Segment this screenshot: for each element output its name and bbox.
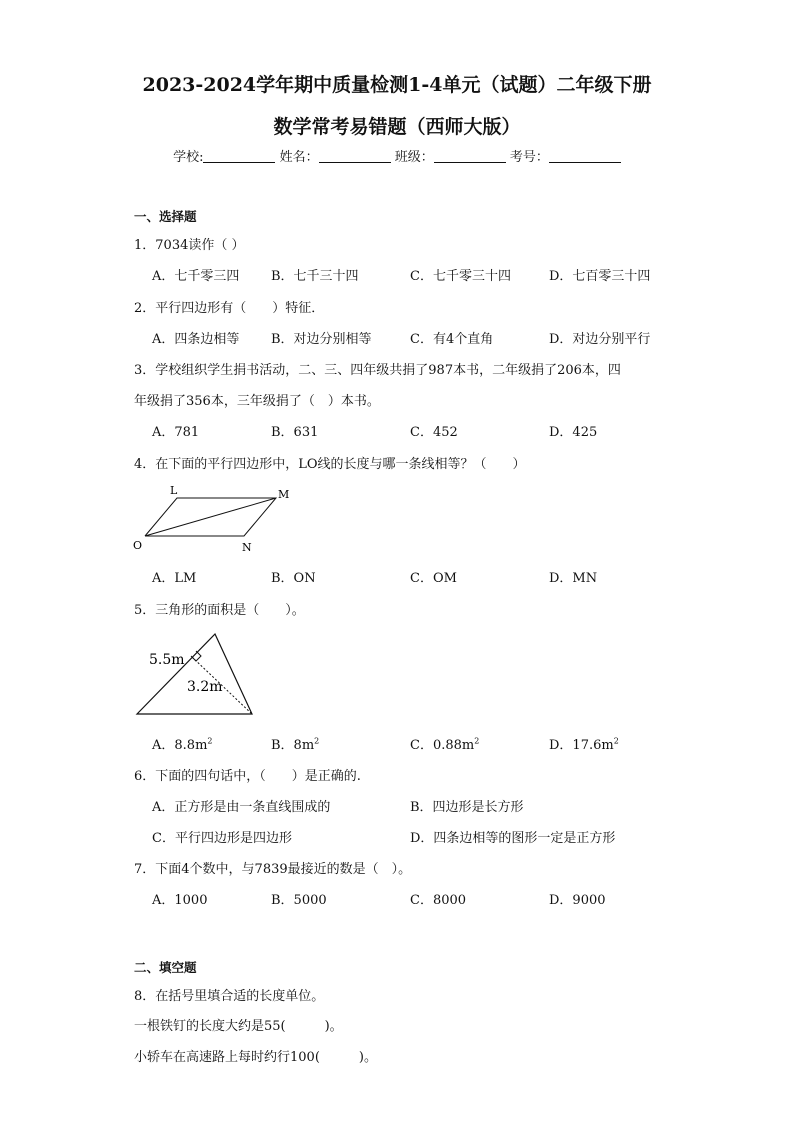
q3-option-b[interactable]: B．631: [271, 425, 319, 440]
triangle-figure: [130, 628, 260, 720]
q1-option-c[interactable]: C．七千零三十四: [410, 269, 511, 284]
label-n: N: [242, 541, 252, 554]
question-7: 7．下面4个数中，与7839最接近的数是（ ）。: [134, 862, 412, 877]
q3-option-a[interactable]: A．781: [152, 425, 200, 440]
name-blank[interactable]: [319, 149, 391, 163]
q5-option-d[interactable]: D．$17.6m^2$: [549, 736, 619, 753]
title-line-1: 2023-2024学年期中质量检测1-4单元（试题）二年级下册: [142, 74, 652, 96]
label-l: L: [170, 484, 178, 497]
section-fill-title: 二、填空题: [134, 960, 197, 975]
q2-option-d[interactable]: D．对边分别平行: [549, 332, 651, 347]
q3-option-d[interactable]: D．425: [549, 425, 598, 440]
q2-option-a[interactable]: A．四条边相等: [152, 332, 240, 347]
side-length-label: 5.5m: [149, 652, 185, 668]
question-1: 1．7034读作（ ）: [134, 238, 245, 253]
height-label: 3.2m: [187, 679, 223, 695]
label-m: M: [278, 488, 290, 501]
q3-option-c[interactable]: C．452: [410, 425, 458, 440]
exam-number-blank[interactable]: [549, 149, 621, 163]
q4-option-d[interactable]: D．MN: [549, 571, 598, 586]
question-2: 2．平行四边形有（ ）特征．: [134, 301, 325, 316]
right-angle-mark: [191, 651, 201, 661]
exam-number-label: 考号：: [509, 150, 549, 165]
name-label: 姓名：: [279, 150, 319, 165]
q6-option-c[interactable]: C．平行四边形是四边形: [152, 831, 292, 846]
question-4: 4．在下面的平行四边形中，LO线的长度与哪一条线相等？（ ）: [134, 457, 526, 472]
q5-option-b[interactable]: B．$8m^2$: [271, 736, 320, 753]
q7-option-a[interactable]: A．1000: [152, 893, 208, 908]
q7-option-b[interactable]: B．5000: [271, 893, 327, 908]
q6-option-a[interactable]: A．正方形是由一条直线围成的: [152, 800, 331, 815]
q1-option-d[interactable]: D．七百零三十四: [549, 269, 651, 284]
q1-option-b[interactable]: B．七千三十四: [271, 269, 359, 284]
question-8-line-1: 一根铁钉的长度大约是55( )。: [134, 1019, 343, 1034]
class-blank[interactable]: [434, 149, 506, 163]
q6-option-d[interactable]: D．四条边相等的图形一定是正方形: [410, 831, 616, 846]
q4-option-b[interactable]: B．ON: [271, 571, 316, 586]
q1-option-a[interactable]: A．七千零三四: [152, 269, 240, 284]
q7-option-c[interactable]: C．8000: [410, 893, 467, 908]
question-5: 5．三角形的面积是（ ）。: [134, 603, 305, 618]
class-label: 班级：: [394, 150, 434, 165]
section-choice-title: 一、选择题: [134, 209, 197, 224]
q2-option-c[interactable]: C．有4个直角: [410, 332, 494, 347]
q7-option-d[interactable]: D．9000: [549, 893, 606, 908]
parallelogram-figure: [130, 482, 300, 558]
q4-option-a[interactable]: A．LM: [152, 571, 197, 586]
q6-option-b[interactable]: B．四边形是长方形: [410, 800, 524, 815]
label-o: O: [133, 539, 143, 552]
question-8-line-2: 小轿车在高速路上每时约行100( )。: [134, 1050, 377, 1065]
triangle-outline: [137, 634, 252, 714]
question-6: 6．下面的四句话中，（ ）是正确的.: [134, 769, 361, 784]
q5-option-a[interactable]: A．$8.8m^2$: [152, 736, 213, 753]
question-3-line-2: 年级捐了356本，三年级捐了（ ）本书。: [134, 394, 380, 409]
q4-option-c[interactable]: C．OM: [410, 571, 457, 586]
question-3-line-1: 3．学校组织学生捐书活动，二、三、四年级共捐了987本书，二年级捐了206本，四: [134, 363, 621, 378]
title-line-2: 数学常考易错题（西师大版）: [273, 116, 521, 138]
student-info-line: [0, 146, 794, 165]
diagonal-om: [145, 498, 276, 536]
q5-option-c[interactable]: C．$0.88m^2$: [410, 736, 480, 753]
school-label: 学校:: [173, 150, 204, 165]
school-blank[interactable]: [203, 149, 275, 163]
question-8: 8．在括号里填合适的长度单位。: [134, 989, 325, 1004]
q2-option-b[interactable]: B．对边分别相等: [271, 332, 372, 347]
